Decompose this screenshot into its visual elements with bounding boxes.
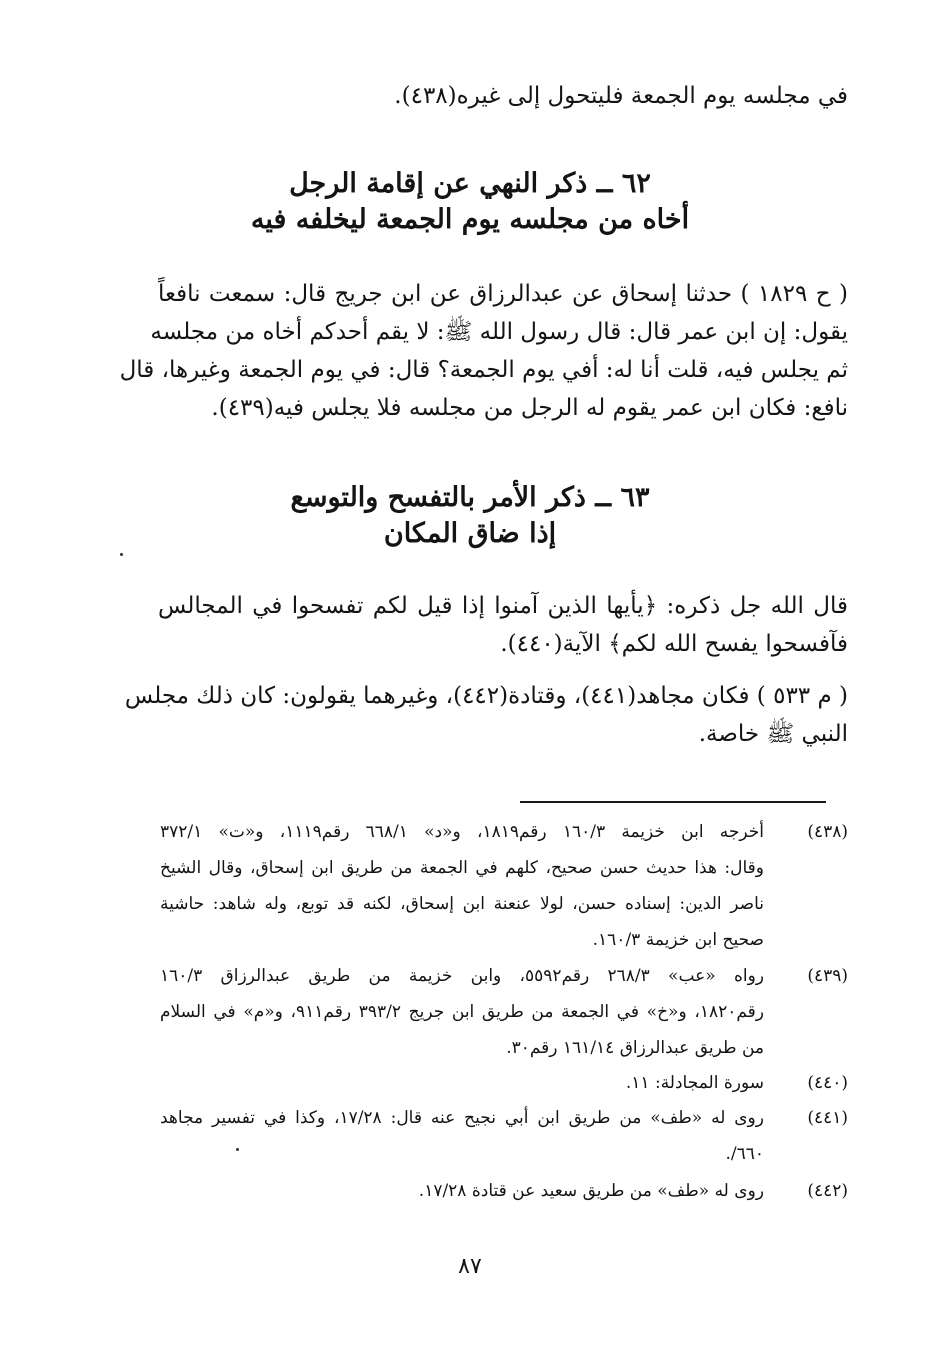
footnote-442-number: (٤٤٢) [807,1181,848,1201]
footnote-439-line-3: من طريق عبدالرزاق ١٦١/١٤ رقم٣٠. [506,1038,764,1058]
footnote-440-line-1: سورة المجادلة: ١١. [625,1073,764,1093]
footnote-439-number: (٤٣٩) [807,966,848,986]
footnote-438-line-2: وقال: هذا حديث حسن صحيح، كلهم في الجمعة من طريق ابن إسحاق، وقال الشيخ [160,858,764,878]
scan-speck [120,553,123,556]
hadith-1829-line-2: يقول: إن ابن عمر قال: قال رسول الله ﷺ: لا يقم أحدكم أخاه من مجلسه [150,319,848,345]
hadith-1829-line-1: ( ح ١٨٢٩ ) حدثنا إسحاق عن عبدالرزاق عن ابن جريج قال: سمعت نافعاً [158,281,848,307]
quran-quote-line-1: قال الله جل ذكره: ﴿يأيها الذين آمنوا إذا قيل لكم تفسحوا في المجالس [158,593,848,619]
scan-speck [236,1148,239,1151]
footnote-439-line-2: رقم١٨٢٠، و«خ» في الجمعة من طريق ابن جريج ٣٩٣/٢ رقم٩١١، و«م» في السلام [160,1002,764,1022]
section-62-heading-line-1: ٦٢ ــ ذكر النهي عن إقامة الرجل [289,168,651,199]
footnote-441-line-1: روى له «طف» من طريق ابن أبي نجيح عنه قال: ١٧/٢٨، وكذا في تفسير مجاهد [160,1108,764,1128]
quran-quote-line-2: فآفسحوا يفسح الله لكم﴾ الآية(٤٤٠). [500,631,848,657]
footnote-441-number: (٤٤١) [807,1108,848,1128]
section-62-heading-line-2: أخاه من مجلسه يوم الجمعة ليخلفه فيه [250,204,690,235]
section-63-heading-line-1: ٦٣ ــ ذكر الأمر بالتفسح والتوسع [290,482,650,513]
athar-533-line-2: النبي ﷺ خاصة. [698,721,848,747]
page-number: ٨٧ [458,1254,482,1279]
athar-533-line-1: ( م ٥٣٣ ) فكان مجاهد(٤٤١)، وقتادة(٤٤٢)، وغيرهما يقولون: كان ذلك مجلس [124,683,848,709]
footnote-438-line-3: ناصر الدين: إسناده حسن، لولا عنعنة ابن إسحاق، لكنه قد توبع، وله شاهد: حاشية [160,894,764,914]
footnote-438-line-1: أخرجه ابن خزيمة ١٦٠/٣ رقم١٨١٩، و«د» ٦٦٨/١ رقم١١١٩، و«ت» ٣٧٢/١ [160,822,765,842]
footnote-439-line-1: رواه «عب» ٢٦٨/٣ رقم٥٥٩٢، وابن خزيمة من طريق عبدالرزاق ١٦٠/٣ [160,966,764,986]
continuation-line: في مجلسه يوم الجمعة فليتحول إلى غيره(٤٣٨). [394,83,848,109]
footnote-442-line-1: روى له «طف» من طريق سعيد عن قتادة ١٧/٢٨. [418,1181,764,1201]
hadith-1829-line-3: ثم يجلس فيه، قلت أنا له: أفي يوم الجمعة؟ قال: في يوم الجمعة وغيرها، قال [119,357,848,383]
hadith-1829-line-4: نافع: فكان ابن عمر يقوم له الرجل من مجلسه فلا يجلس فيه(٤٣٩). [211,395,848,421]
footnote-438-line-4: صحيح ابن خزيمة ١٦٠/٣. [592,930,764,950]
section-63-heading-line-2: إذا ضاق المكان [383,518,557,549]
footnote-separator [520,801,826,803]
footnote-440-number: (٤٤٠) [807,1073,848,1093]
footnote-438-number: (٤٣٨) [807,822,848,842]
footnote-441-line-2: ٦٦٠/. [725,1144,764,1164]
